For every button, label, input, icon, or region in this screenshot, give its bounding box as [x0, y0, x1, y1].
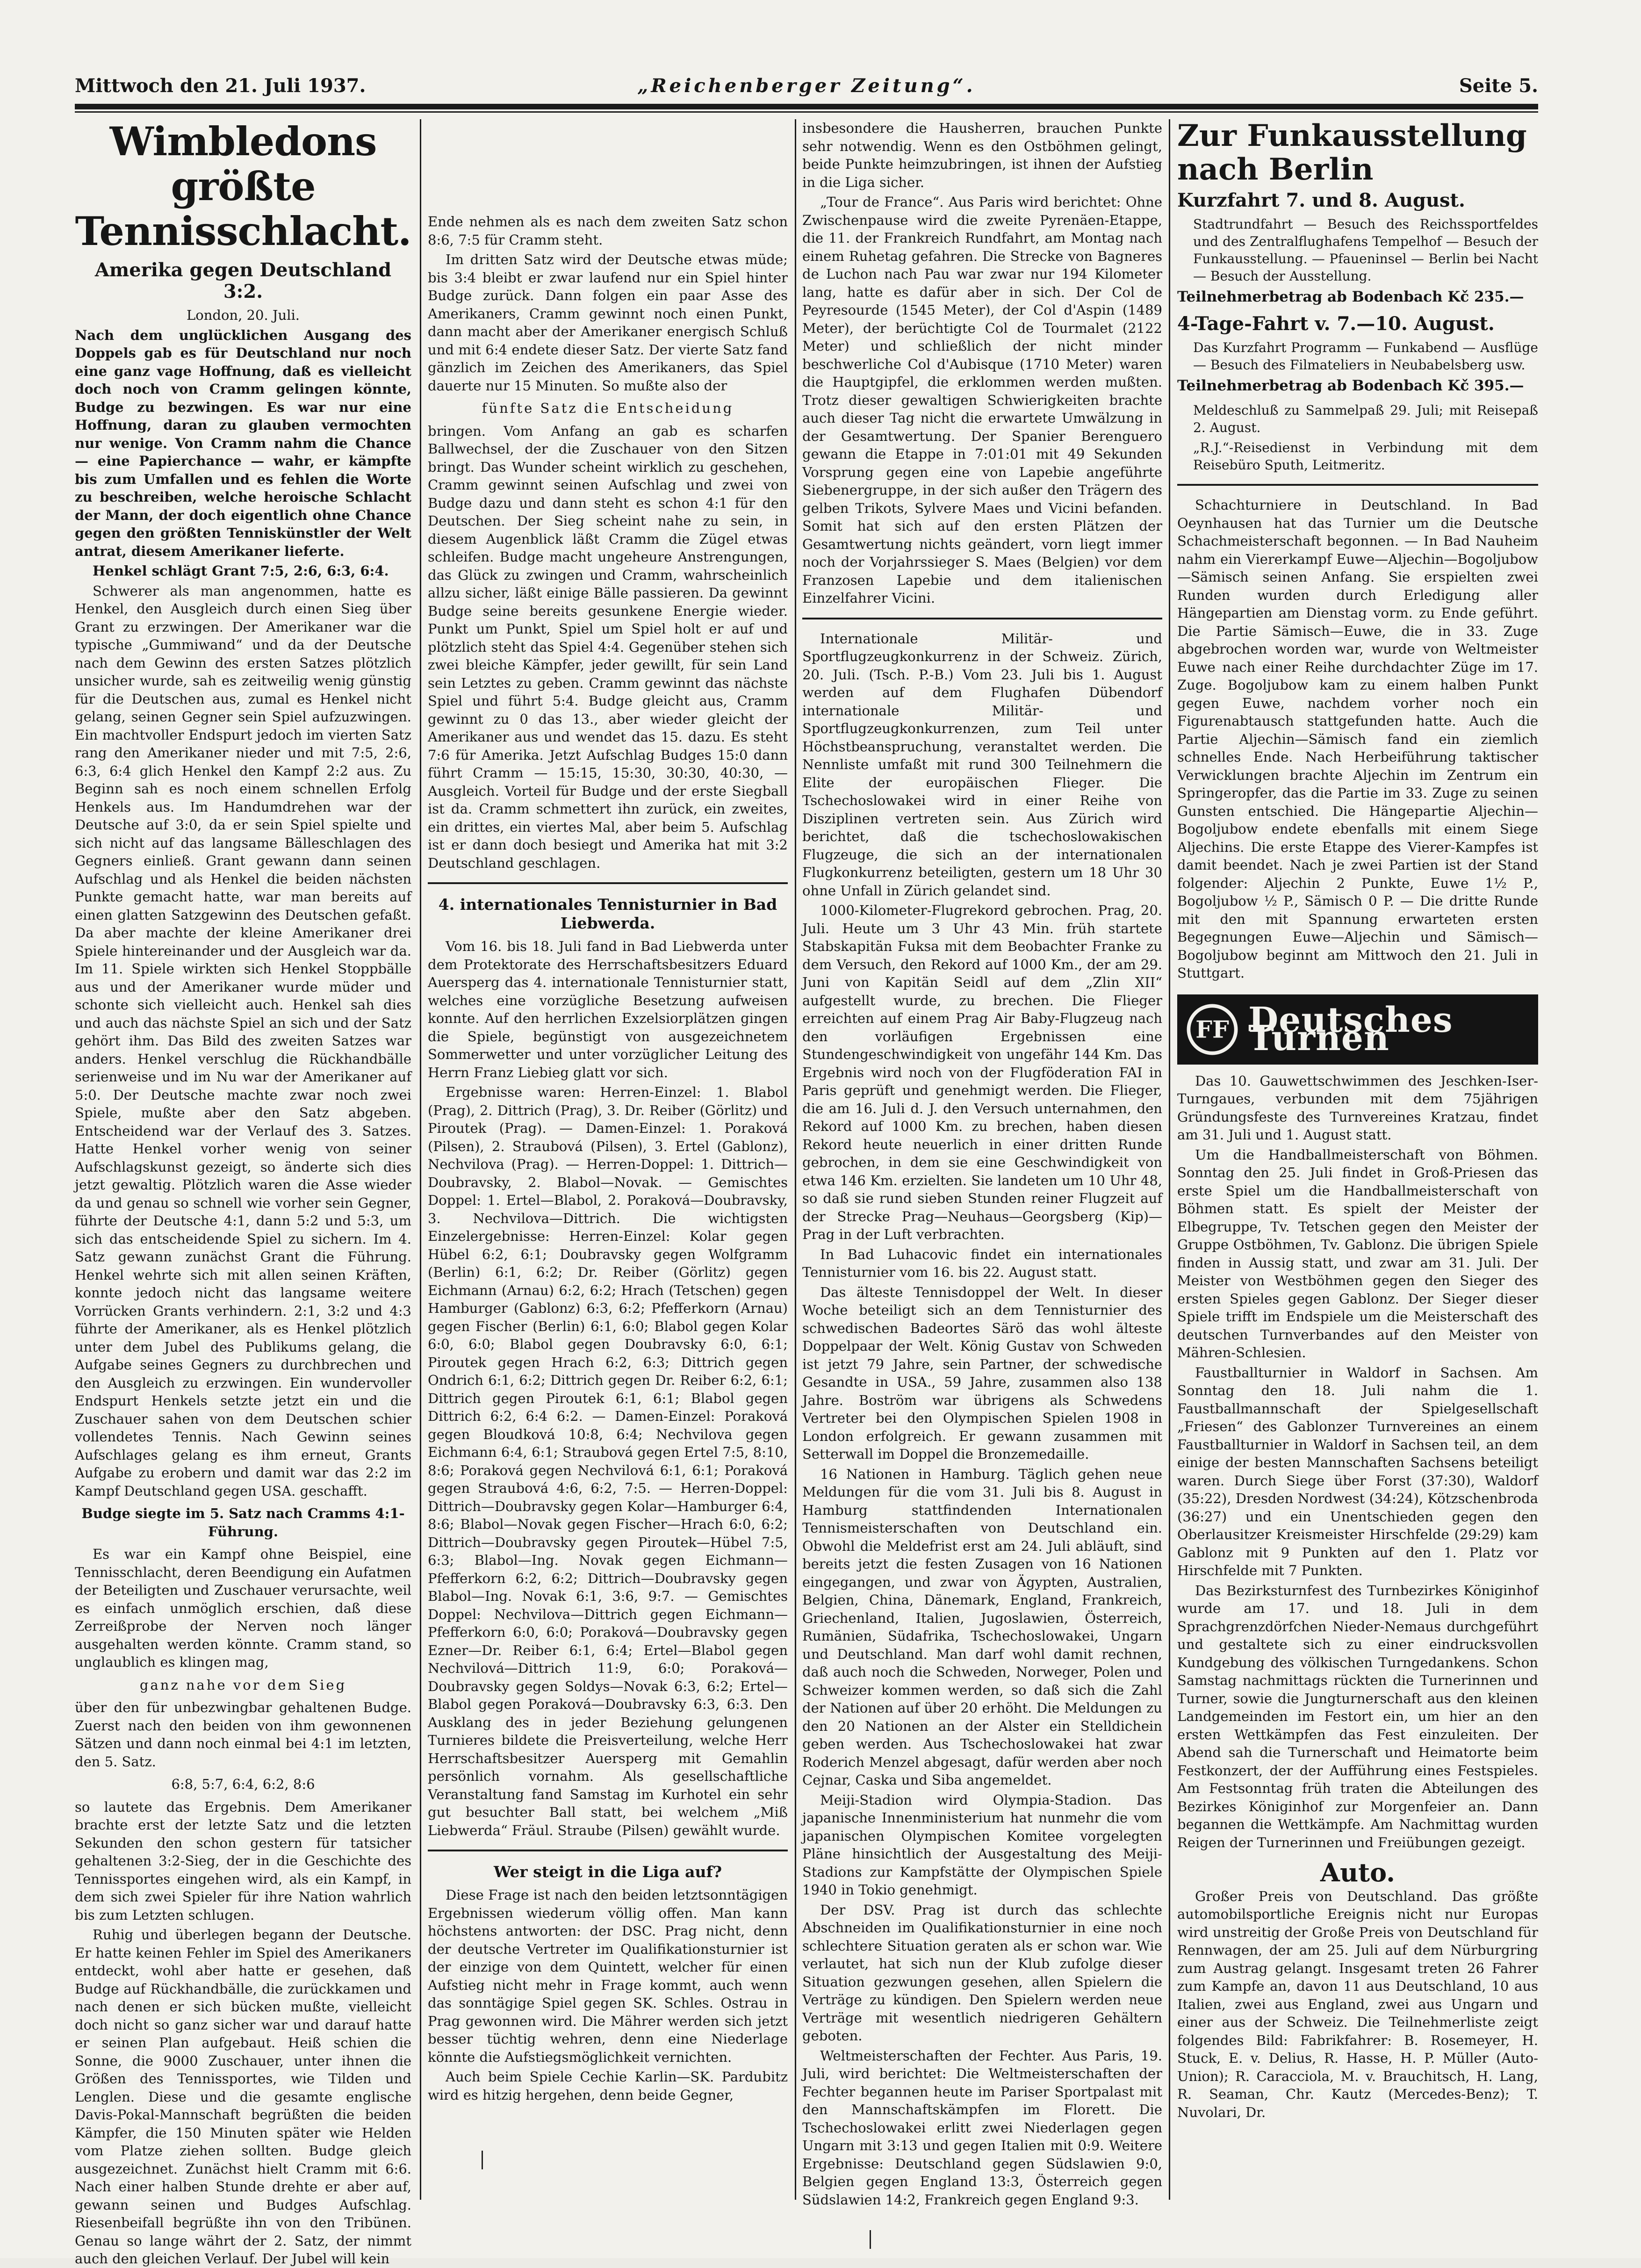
- article-paragraph: In Bad Luhacovic findet ein internationales Tennisturnier vom 16. bis 22. August statt.: [802, 1246, 1162, 1280]
- article-paragraph: Vom 16. bis 18. Juli fand in Bad Liebwerda unter dem Protektorate des Herrschaftsbesitzers Eduard Auersperg das 4. internationale Tennisturnier statt, welches eine vorzügliche Besetzung aufweisen konnte. Auf den herrlichen Exzelsiorplätzen gingen die Spiele, begünstigt von ausgezeichnetem Sommerwetter und unter vorzüglicher Leitung des Herrn Franz Liebieg glatt vor sich.: [428, 938, 788, 1080]
- article-paragraph: Internationale Militär- und Sportflugzeugkonkurrenz in der Schweiz. Zürich, 20. Juli. (Tsch. P.-B.) Vom 23. Juli bis 1. August werden auf dem Flughafen Dübendorf internationale Militär- und Sportflugzeugkonkurrenzen, zum Teil unter Höchstbeanspruchung, veranstaltet werden. Die Nennliste umfaßt mit rund 300 Teilnehmern die Elite der europäischen Flieger. Die Tschechoslowakei wird in einer Reihe von Disziplinen vertreten sein. Aus Zürich wird berichtet, daß die tschechoslowakischen Flugzeuge, die sich an der internationalen Flugkonkurrenz beteiligten, gestern um 18 Uhr 30 ohne Unfall in Zürich gelandet sind.: [802, 630, 1162, 899]
- travel-ad-text: Das Kurzfahrt Programm — Funkabend — Ausflüge — Besuch des Filmateliers in Neubabelsberg usw.: [1193, 340, 1538, 373]
- article-paragraph: Ende nehmen als es nach dem zweiten Satz schon 8:6, 7:5 für Cramm steht.: [428, 214, 788, 248]
- article-paragraph: Weltmeisterschaften der Fechter. Aus Paris, 19. Juli, wird berichtet: Die Weltmeisterschaften der Fechter begannen heute im Pariser Sportpalast mit den Mannschaftskämpfen im Florett. Die Tschechoslowakei erlitt zwei Niederlagen gegen Ungarn mit 3:13 und gegen Italien mit 0:9. Weitere Ergebnisse: Deutschland gegen Südslawien 9:0, Belgien gegen England 13:3, Österreich gegen Südslawien 14:2, Frankreich gegen England 9:3.: [802, 2047, 1162, 2208]
- travel-ad-price: Teilnehmerbetrag ab Bodenbach Kč 235.—: [1177, 288, 1524, 305]
- dateline: London, 20. Juli.: [187, 307, 300, 323]
- turner-emblem-icon: [1187, 1004, 1238, 1055]
- main-headline: Wimbledons größte Tennisschlacht.: [75, 118, 411, 254]
- travel-ad-text: Meldeschluß zu Sammelpaß 29. Juli; mit Reisepaß 2. August.: [1193, 403, 1538, 435]
- article-paragraph: Meiji-Stadion wird Olympia-Stadion. Das japanische Innenministerium hat nunmehr die vom japanischen Olympischen Komitee vorgelegten Pläne hinsichtlich der Ausgestaltung des Meiji-Stadions zur Kampfstätte der Olympischen Spiele 1940 in Tokio genehmigt.: [802, 1792, 1162, 1898]
- travel-ad-text: Stadtrundfahrt — Besuch des Reichssportfeldes und des Zentralflughafens Tempelhof — Besuch der Funkausstellung. — Pfaueninsel — Berlin bei Nacht — Besuch der Ausstellung.: [1193, 216, 1538, 284]
- article-paragraph: insbesondere die Hausherren, brauchen Punkte sehr notwendig. Wenn es den Ostböhmen gelingt, beide Punkte heimzubringen, ist ihnen der Aufstieg in die Liga sicher.: [802, 120, 1162, 190]
- column-divider: [795, 119, 796, 2200]
- travel-ad-title: Zur Funkausstellung nach Berlin: [1177, 118, 1527, 187]
- article-paragraph: Das 10. Gauwettschwimmen des Jeschken-Iser-Turngaues, verbunden mit dem 75jährigen Gründungsfeste des Turnvereines Kratzau, findet am 31. Juli und 1. August statt.: [1177, 1073, 1538, 1143]
- article-paragraph: so lautete das Ergebnis. Dem Amerikaner brachte erst der letzte Satz und die letzten Sekunden den schon gestern für tatsicher gehaltenen 3:2-Sieg, der in die Geschichte des Tennissportes eingehen wird, als ein Kampf, in dem sich zwei Spieler für ihre Nation wahrlich bis zum Letzten schlugen.: [75, 1799, 411, 1923]
- score-line: 6:8, 5:7, 6:4, 6:2, 8:6: [171, 1776, 315, 1792]
- article-paragraph: 16 Nationen in Hamburg. Täglich gehen neue Meldungen für die vom 31. Juli bis 8. August in Hamburg stattfindenden Internationalen Tennismeisterschaften von Deutschland ein. Obwohl die Meldefrist erst am 24. Juli abläuft, sind bereits jetzt die festen Zusagen von 16 Nationen eingegangen, und zwar von Ägypten, Australien, Belgien, China, Dänemark, England, Frankreich, Griechenland, Italien, Jugoslawien, Österreich, Rumänien, Südafrika, Tschechoslowakei, Ungarn und Deutschland. Man darf wohl damit rechnen, daß auch noch die Schweden, Norweger, Polen und Schweizer kommen werden, so daß sich die Zahl der Nationen auf über 20 erhöht. Die Meldungen zu den 20 Nationen an der Alster ein Stelldichein geben werden. Aus Tschechoslowakei hat zwar Roderich Menzel abgesagt, dafür werden aber noch Cejnar, Caska und Siba angemeldet.: [802, 1466, 1162, 1788]
- article-paragraph: bringen. Vom Anfang an gab es scharfen Ballwechsel, der die Zuschauer von den Sitzen bringt. Das Wunder scheint wirklich zu geschehen, Cramm gewinnt seinen Aufschlag und zwei von Budge dazu und dann steht es schon 4:1 für den Deutschen. Der Sieg scheint nahe zu sein, in diesem Augenblick läßt Cramm die Zügel etwas schleifen. Budge macht ungeheure Anstrengungen, das Glück zu zwingen und Cramm, wahrscheinlich allzu sicher, läßt einige Bälle passieren. Da gewinnt Budge seine bereits gesunkene Energie wieder. Punkt um Punkt, Spiel um Spiel holt er auf und plötzlich steht das Spiel 4:4. Gegenüber stehen sich zwei bleiche Kämpfer, jeder gewillt, für sein Land sein Letztes zu geben. Cramm gewinnt das nächste Spiel und führt 5:4. Budge gleicht aus, Cramm gewinnt zu 0 das 13., aber wieder gleicht der Amerikaner aus und wendet das 15. dazu. Es steht 7:6 für Amerika. Jetzt Aufschlag Budges 15:0 dann führt Cramm — 15:15, 15:30, 30:30, 40:30, — Ausgleich. Vorteil für Budge und der erste Siegball ist da. Cramm schmettert ihn zurück, ein zweites, ein drittes, ein viertes Mal, aber beim 5. Aufschlag ist er dann doch besiegt und Amerika hat mit 3:2 Deutschland geschlagen.: [428, 423, 788, 871]
- travel-ad-subtitle: Kurzfahrt 7. und 8. August.: [1177, 189, 1465, 211]
- article-headline: 4. internationales Tennisturnier in Bad Liebwerda.: [438, 895, 777, 932]
- article-paragraph: Es war ein Kampf ohne Beispiel, eine Tennisschlacht, deren Beendigung ein Aufatmen der Beteiligten und Zuschauer verursachte, weil es einfach unmöglich erschien, daß diese Zerreißprobe der Nerven noch länger ausgehalten werden könnte. Cramm stand, so unglaublich es klingen mag,: [75, 1546, 411, 1670]
- print-mark: [870, 2230, 871, 2249]
- column-3: [802, 119, 1162, 2208]
- article-paragraph: Im dritten Satz wird der Deutsche etwas müde; bis 3:4 bleibt er zwar laufend nur ein Spiel hinter Budge zurück. Dann folgen ein paar Asse des Amerikaners, Cramm gewinnt noch einen Punkt, dann macht aber der Amerikaner energisch Schluß und mit 6:4 endete dieser Satz. Der vierte Satz fand gänzlich im Zeichen des Amerikaners, das Spiel dauerte nur 15 Minuten. So mußte also der: [428, 252, 788, 394]
- article-paragraph: Das älteste Tennisdoppel der Welt. In dieser Woche beteiligt sich an dem Tennisturnier des schwedischen Badeortes Särö das wohl älteste Doppelpaar der Welt. König Gustav von Schweden ist jetzt 79 Jahre, sein Partner, der schwedische Gesandte in USA., 59 Jahre, zusammen also 138 Jahre. Boström war übrigens als Schwedens Vertreter bei den Olympischen Spielen 1908 in London erfolgreich. Er gewann zusammen mit Setterwall im Doppel die Bronzemedaille.: [802, 1284, 1162, 1462]
- section-heading: Henkel schlägt Grant 7:5, 2:6, 6:3, 6:4.: [93, 563, 389, 579]
- column-2: [428, 213, 788, 2200]
- masthead-rule-thin: [75, 111, 1538, 113]
- article-paragraph: über den für unbezwingbar gehaltenen Budge. Zuerst nach den beiden von ihm gewonnenen Sätzen und dann noch einmal bei 4:1 im letzten, den 5. Satz.: [75, 1699, 411, 1770]
- article-lead: Nach dem unglücklichen Ausgang des Doppels gab es für Deutschland nur noch eine ganz vage Hoffnung, daß es vielleicht doch noch von Cramm gelingen könnte, Budge zu bezwingen. Es war nur eine Hoffnung, daran zu glauben vermochten nur wenige. Von Cramm nahm die Chance — eine Papierchance — wahr, er kämpfte bis zum Umfallen und es fehlen die Worte zu beschreiben, welche heroische Schlacht der Mann, der doch eigentlich ohne Chance gegen den größten Tenniskünstler der Welt antrat, diesem Amerikaner lieferte.: [75, 327, 411, 559]
- paper-name: „Reichenberger Zeitung“.: [637, 75, 976, 97]
- article-paragraph: „Tour de France“. Aus Paris wird berichtet: Ohne Zwischenpause wird die zweite Pyrenäen-Etappe, die 11. der Frankreich Rundfahrt, am Montag nach einem Ruhetag gefahren. Die Strecke von Bagneres de Luchon nach Pau war zwar nur 194 Kilometer lang, hatte es dafür aber in sich. Der Col de Peyresourde (1545 Meter), der Col d'Aspin (1489 Meter), der berüchtigte Col de Tourmalet (2122 Meter) und schließlich der nicht minder beschwerliche Col d'Aubisque (1710 Meter) waren die Hauptgipfel, die erklommen werden mußten. Trotz dieser gewaltigen Schwierigkeiten brachte auch dieser Tag nicht die erwartete Umwälzung in der Gesamtwertung. Der Spanier Berenguero gewann die Etappe in 7:01:01 mit 49 Sekunden Vorsprung gegen eine von Lapebie angeführte Siebenergruppe, in der sich außer den Trägern des gelben Trikots, Sylvere Maes und Vicini befanden. Somit hat sich auf den ersten Plätzen der Gesamtwertung nichts geändert, vorn liegt immer noch der Vorjahrssieger S. Maes (Belgien) vor dem Franzosen Lapebie und dem italienischen Einzelfahrer Vicini.: [802, 194, 1162, 606]
- article-paragraph: Ruhig und überlegen begann der Deutsche. Er hatte keinen Fehler im Spiel des Amerikaners entdeckt, wohl aber hatte er gesehen, daß Budge auf Rückhandbälle, die zurückkamen und nach denen er sich bücken mußte, vielleicht doch nicht so ganz sicher war und darauf hatte er seinen Plan aufgebaut. Heiß schien die Sonne, die 9000 Zuschauer, unter ihnen die Größen des Tennissportes, wie Tilden und Lenglen. Diese und die gesamte englische Davis-Pokal-Mannschaft begrüßten die beiden Kämpfer, die 150 Minuten später wie Helden vom Platze ziehen sollten. Budge gleich ausgezeichnet. Zunächst hielt Cramm mit 6:6. Nach einer halben Stunde drehte er aber auf, gewann seinen und Budges Aufschlag. Riesenbeifall begrüßte ihn von den Tribünen. Genau so lange währt der 2. Satz, der nimmt auch den gleichen Verlauf. Der Jubel will kein: [75, 1927, 411, 2267]
- section-rule: [428, 882, 788, 884]
- main-subheadline: Amerika gegen Deutschland 3:2.: [94, 259, 392, 302]
- article-paragraph: 1000-Kilometer-Flugrekord gebrochen. Prag, 20. Juli. Heute um 3 Uhr 43 Min. früh startete Stabskapitän Fuksa mit dem Beobachter Franke zu dem Versuch, den Rekord auf 1000 Km., der am 29. Juni von Kapitän Seidl auf dem „Zlin XII“ aufgestellt wurde, zu brechen. Die Flieger erreichten auf einem Prag Air Baby-Flugzeug nach den vorläufigen Ergebnissen eine Stundengeschwindigkeit von ungefähr 144 Km. Das Ergebnis wird noch von der Flugföderation FAI in Paris geprüft und genehmigt werden. Die Flieger, die am 16. Juli d. J. den Versuch unternahmen, den Rekord auf 1000 Km. zu brechen, haben diesen Rekord heute neuerlich in einer dritten Runde gebrochen, in dem sie eine Geschwindigkeit von etwa 146 Km. erzielten. Sie landeten um 10 Uhr 48, so daß sie rund sieben Stunden reiner Flugzeit auf der Strecke Prag—Neuhaus—Georgsberg (Kip)—Prag in der Luft verbrachten.: [802, 902, 1162, 1242]
- masthead: [75, 70, 1538, 103]
- travel-ad-subtitle: 4-Tage-Fahrt v. 7.—10. August.: [1177, 313, 1495, 335]
- travel-ad-text: „R.J.“-Reisedienst in Verbindung mit dem Reisebüro Sputh, Leitmeritz.: [1193, 440, 1538, 473]
- article-paragraph: Schwerer als man angenommen, hatte es Henkel, den Ausgleich durch einen Sieg über Grant zu erzwingen. Der Amerikaner war die typische „Gummiwand“ und da der Deutsche nach dem Gewinn des ersten Satzes plötzlich unsicher wurde, sah es zeitweilig wenig günstig für die Deutschen aus, zumal es Henkel nicht gelang, seinen Gegner sein Spiel aufzuzwingen. Ein machtvoller Endspurt jedoch im vierten Satz rang den Amerikaner nieder und mit 7:5, 2:6, 6:3, 6:4 glich Henkel den Kampf 2:2 aus. Zu Beginn sah es noch einem schnellen Erfolg Henkels aus. Im Handumdrehen war der Deutsche auf 3:0, da er sein Spiel spielte und sich nicht auf das langsame Bälleschlagen des Gegners einließ. Grant gewann dann seinen Aufschlag und als Henkel die beiden nächsten Punkte gemacht hatte, war man bereits auf einen glatten Satzgewinn des Deutschen gefaßt. Da aber machte der kleine Amerikaner drei Spiele hintereinander und der Ausgleich war da. Im 11. Spiele wirkten sich Henkel Stoppbälle aus und der Amerikaner wurde müder und schonte sich vielleicht auch. Henkel sah dies und auch das nächste Spiel an sich und der Satz gehört ihm. Das Bild des zweiten Satzes war anders. Henkel verschlug die Rückhandbälle serienweise und im Nu war der Amerikaner auf 5:0. Der Deutsche machte zwar noch zwei Spiele, mußte aber den Satz abgeben. Entscheidend war der Verlauf des 3. Satzes. Hatte Henkel vorher wenig von seiner Aufschlagskunst gezeigt, so änderte sich dies jetzt gewaltig. Plötzlich waren die Asse wieder da und genau so schnell wie vorher sein Gegner, führte der Deutsche 4:1, dann 5:2 und 5:3, um sich das entscheidende Spiel zu sichern. Im 4. Satz gewann zunächst Grant die Führung. Henkel wehrte sich mit allen seinen Kräften, konnte jedoch nicht das langsame weitere Vorrücken Grants verhindern. 2:1, 3:2 und 4:3 führte der Amerikaner, als es Henkel plötzlich unter dem Jubel des Publikums gelang, die Aufgabe seines Gegners zu durchbrechen und den Ausgleich zu erzwingen. Ein wundervoller Endspurt Henkels setzte jetzt ein und die Zuschauer sahen von dem Deutschen schier vollendetes Tennis. Nach Gewinn seines Aufschlages gelang es ihm erneut, Grants Aufgabe zu erobern und damit war das 2:2 im Kampf Deutschland gegen USA. geschafft.: [75, 583, 411, 1499]
- masthead-rule: [75, 104, 1538, 109]
- article-paragraph: Großer Preis von Deutschland. Das größte automobilsportliche Ereignis nicht nur Europas wird unstreitig der Große Preis von Deutschland für Rennwagen, der am 25. Juli auf dem Nürburgring zum Austrag gelangt. Insgesamt treten 26 Fahrer zum Kampfe an, davon 11 aus Deutschland, 10 aus Italien, zwei aus England, zwei aus Ungarn und einer aus der Schweiz. Die Teilnehmerliste zeigt folgendes Bild: Fabrikfahrer: B. Rosemeyer, H. Stuck, E. v. Delius, R. Hasse, H. P. Müller (Auto-Union); R. Caracciola, M. v. Brauchitsch, H. Lang, R. Seaman, Chr. Kautz (Mercedes-Benz); T. Nuvolari, Dr.: [1177, 1888, 1538, 2120]
- article-paragraph: Schachturniere in Deutschland. In Bad Oeynhausen hat das Turnier um die Deutsche Schachmeisterschaft begonnen. — In Bad Nauheim nahm ein Viererkampf Euwe—Aljechin—Bogoljubow—Sämisch seinen Anfang. Sie erspielten zwei Runden wurden durch Erledigung aller Hängepartien am Dienstag vorm. zu Ende geführt. Die Partie Sämisch—Euwe, die in 33. Zuge abgebrochen worden war, wurde von Weltmeister Euwe nach einer Reihe durchdachter Züge im 17. Zuge. Bogoljubow kam zu einem halben Punkt gegen Euwe, nachdem vorher noch ein Figurenabtausch stattgefunden hatte. Auch die Partie Aljechin—Sämisch fand ein ziemlich schnelles Ende. Nach Herbeiführung taktischer Verwicklungen brachte Aljechin im Zentrum ein Springeropfer, das die Partie im 33. Zuge zu seinen Gunsten entschied. Die Hängepartie Aljechin—Bogoljubow endete ebenfalls mit einem Siege Aljechins. Die erste Etappe des Vierer-Kampfes ist damit beendet. Nach je zwei Partien ist der Stand folgender: Aljechin 2 Punkte, Euwe 1½ P., Bogoljubow ½ P., Sämisch 0 P. — Die dritte Runde mit den mit Spannung erwarteten ersten Begegnungen Euwe—Aljechin und Sämisch—Bogoljubow beginnt am Mittwoch den 21. Juli in Stuttgart.: [1177, 497, 1538, 981]
- section-rule: [1177, 484, 1538, 486]
- article-paragraph: Auch beim Spiele Cechie Karlin—SK. Pardubitz wird es hitzig hergehen, denn beide Gegner,: [428, 2069, 788, 2103]
- article-paragraph: Um die Handballmeisterschaft von Böhmen. Sonntag den 25. Juli findet in Groß-Priesen das erste Spiel um die Handballmeisterschaft von Böhmen statt. Es spielt der Meister der Elbegruppe, Tv. Tetschen gegen den Meister der Gruppe Ostböhmen, Tv. Gablonz. Die übrigen Spiele finden in Aussig statt, und zwar am 31. Juli. Der Meister von Westböhmen gegen den Sieger des ersten Spieles gegen Gablonz. Der Sieger dieser Spiele trifft im Endspiele um die Meisterschaft des deutschen Turnverbandes auf den Meister von Mähren-Schlesien.: [1177, 1146, 1538, 1361]
- print-mark: [482, 2151, 483, 2169]
- article-paragraph: Diese Frage ist nach den beiden letztsonntägigen Ergebnissen wiederum völlig offen. Man kann höchstens antworten: der DSC. Prag nicht, denn der deutsche Vertreter im Qualifikationsturnier ist der einzige von dem Quintett, welcher für einen Aufstieg nicht mehr in Frage kommt, auch wenn das sonntägige Spiel gegen SK. Schles. Ostrau in Prag gewonnen wird. Die Mährer werden sich jetzt besser tüchtig wehren, denn eine Niederlage könnte die Aufstiegsmöglichkeit vernichten.: [428, 1887, 788, 2065]
- section-title: Auto.: [1320, 1858, 1395, 1887]
- article-paragraph: Faustballturnier in Waldorf in Sachsen. Am Sonntag den 18. Juli nahm die 1. Faustballmannschaft der Spielgesellschaft „Friesen“ des Gablonzer Turnvereines an einem Faustballturnier in Waldorf in Sachsen teil, an dem einige der besten Mannschaften Sachsens beteiligt waren. Durch Siege über Forst (37:30), Waldorf (35:22), Dresden Nordwest (34:24), Kötzschenbroda (36:27) und ein Unentschieden gegen den Oberlausitzer Kreismeister Hirschfelde (29:29) kam Gablonz mit 9 Punkten auf den 1. Platz vor Hirschfelde mit 7 Punkten.: [1177, 1364, 1538, 1578]
- article-paragraph: Das Bezirksturnfest des Turnbezirkes Königinhof wurde am 17. und 18. Juli in dem Sprachgrenzdörfchen Nieder-Nemaus durchgeführt und gestaltete sich zu einer eindrucksvollen Kundgebung des völkischen Turngedankens. Schon Samstag nachmittags rückten die Turnerinnen und Turner, sowie die Jungturnerschaft aus den kleinen Landgemeinden im Festort ein, um hier an den ersten Wettkämpfen das Fest einzuleiten. Der Abend sah die Turnerschaft und Heimatorte beim Festkonzert, der der Aufführung eines Festspieles. Am Festsonntag früh traten die Abteilungen des Bezirkes Königinhof zur Morgenfeier an. Dann begannen die Wettkämpfe. Am Nachmittag wurden Reigen der Turnerinnen und Freiübungen gezeigt.: [1177, 1582, 1538, 1850]
- svg-text:FF: FF: [1195, 1015, 1229, 1044]
- issue-date: Mittwoch den 21. Juli 1937.: [75, 75, 366, 97]
- section-heading: Budge siegte im 5. Satz nach Cramms 4:1-Führung.: [81, 1505, 405, 1540]
- travel-ad-price: Teilnehmerbetrag ab Bodenbach Kč 395.—: [1177, 377, 1524, 394]
- column-1: [75, 118, 411, 2267]
- article-paragraph: Ergebnisse waren: Herren-Einzel: 1. Blabol (Prag), 2. Dittrich (Prag), 3. Dr. Reiber (Görlitz) und Piroutek (Prag). — Damen-Einzel: 1. Poraková (Pilsen), 2. Straubová (Pilsen), 3. Ertel (Gablonz), Nechvilova (Prag). — Herren-Doppel: 1. Dittrich—Doubravsky, 2. Blabol—Novak. — Gemischtes Doppel: 1. Ertel—Blabol, 2. Poraková—Doubravsky, 3. Nechvilova—Dittrich. Die wichtigsten Einzelergebnisse: Herren-Einzel: Kolar gegen Hübel 6:2, 6:1; Doubravsky gegen Wolfgramm (Berlin) 6:1, 6:2; Dr. Reiber (Görlitz) gegen Eichmann (Arnau) 6:2, 6:2; Hrach (Tetschen) gegen Hamburger (Gablonz) 6:3, 6:2; Pfefferkorn (Arnau) gegen Fischer (Berlin) 6:1, 6:0; Blabol gegen Kolar 6:0, 6:0; Blabol gegen Doubravsky 6:0, 6:1; Piroutek gegen Hrach 6:2, 6:3; Dittrich gegen Ondrich 6:1, 6:2; Dittrich gegen Dr. Reiber 6:2, 6:1; Dittrich gegen Piroutek 6:1, 6:1; Blabol gegen Dittrich 6:2, 6:4 6:2. — Damen-Einzel: Poraková gegen Bloudková 10:8, 6:4; Nechvilova gegen Eichmann 6:4, 6:1; Straubová gegen Ertel 7:5, 8:10, 8:6; Poraková gegen Nechvilová 6:1, 6:1; Poraková gegen Straubová 4:6, 6:2, 7:5. — Herren-Doppel: Dittrich—Doubravsky gegen Kolar—Hamburger 6:4, 8:6; Blabol—Novak gegen Fischer—Hrach 6:0, 6:2; Dittrich—Doubravsky gegen Piroutek—Hübel 7:5, 6:3; Blabol—Ing. Novak gegen Eichmann—Pfefferkorn 6:2, 6:2; Dittrich—Doubravsky gegen Blabol—Ing. Novak 6:1, 3:6, 9:7. — Gemischtes Doppel: Nechvilova—Dittrich gegen Eichmann—Pfefferkorn 6:0, 6:0; Poraková—Doubravsky gegen Ezner—Dr. Reiber 6:1, 6:4; Ertel—Blabol gegen Nechvilová—Dittrich 11:9, 6:0; Poraková—Doubravsky gegen Soldys—Novak 6:3, 6:2; Ertel—Blabol gegen Poraková—Doubravsky 6:3, 6:3. Den Ausklang des in jeder Beziehung gelungenen Turnieres bildete die Preisverteilung, welche Herr Herrschaftsbesitzer Auersperg mit Gemahlin persönlich vornahm. Als gesellschaftliche Veranstaltung fand Samstag im Kurhotel ein sehr gut besuchter Ball statt, bei welchem „Miß Liebwerda“ Fräul. Straube (Pilsen) gewählt wurde.: [428, 1084, 788, 1838]
- turnen-banner-title: Deutsches Turnen: [1248, 1000, 1453, 1058]
- article-headline: Wer steigt in die Liga auf?: [493, 1863, 722, 1881]
- article-paragraph: Der DSV. Prag ist durch das schlechte Abschneiden im Qualifikationsturnier in eine noch schlechtere Situation geraten als er schon war. Wie verlautet, hat sich nun der Klub zufolge dieser Situation gezwungen gesehen, allen Spielern die Verträge zu kündigen. Den Spielern werden neue Verträge mit wesentlich niedrigeren Gehältern geboten.: [802, 1901, 1162, 2044]
- page-number: Seite 5.: [1459, 75, 1538, 97]
- section-rule: [428, 1850, 788, 1851]
- section-heading: ganz nahe vor dem Sieg: [139, 1677, 347, 1693]
- section-heading: fünfte Satz die Entscheidung: [482, 400, 734, 416]
- turnen-banner: [1177, 994, 1538, 1065]
- column-divider: [1169, 119, 1170, 2200]
- column-4: [1177, 119, 1538, 2200]
- column-divider: [420, 119, 421, 2200]
- section-rule: [802, 618, 1162, 619]
